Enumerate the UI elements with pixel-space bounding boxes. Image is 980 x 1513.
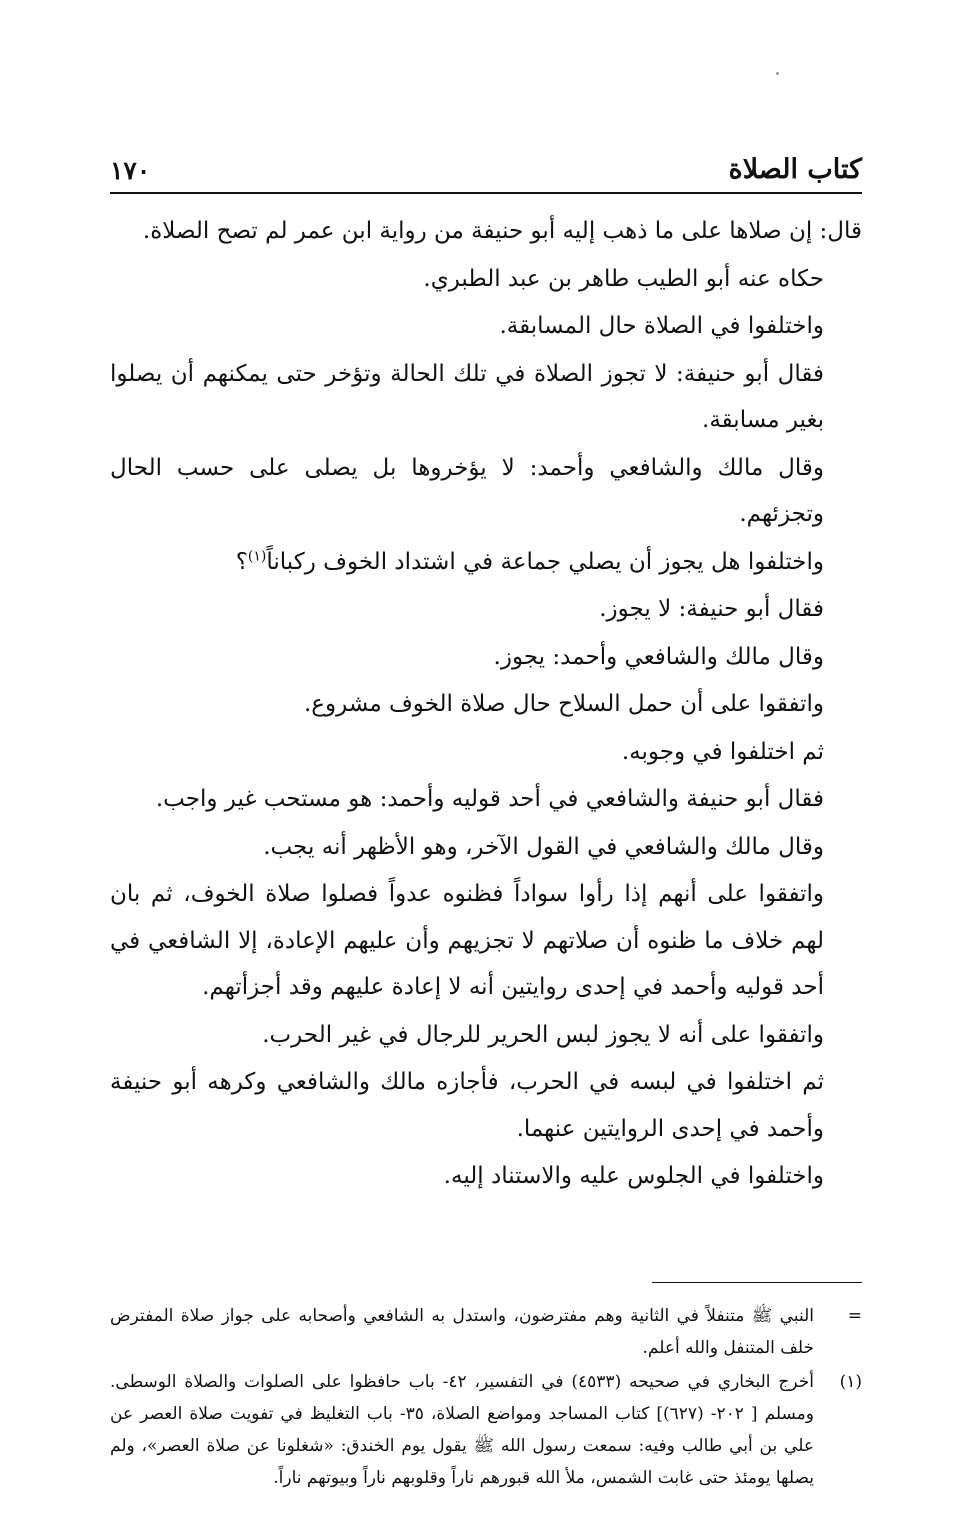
chapter-title: كتاب الصلاة [728, 154, 862, 185]
paragraph-text: وقال مالك والشافعي وأحمد: لا يؤخروها بل يصلى على حسب الحال وتجزئهم. [110, 454, 824, 527]
paragraph [110, 539, 862, 586]
book-page [110, 150, 862, 1488]
paragraph-text: واتفقوا على أنهم إذا رأوا سواداً فظنوه عدواً فصلوا صلاة الخوف، ثم بان لهم خلاف ما ظنوه أن صلاتهم لا تجزيهم وأن عليهم الإعادة، إلا الشافعي في أحد قوليه وأحمد في إحدى روايتين أنه لا إعادة عليهم وقد أجزأتهم. [110, 881, 824, 1000]
paragraph [110, 256, 862, 303]
paragraph-text: وقال مالك والشافعي في القول الآخر، وهو الأظهر أنه يجب. [263, 833, 824, 860]
footnote-separator [652, 1282, 862, 1283]
paragraph-text: واختلفوا في الجلوس عليه والاستناد إليه. [443, 1163, 824, 1189]
paragraph-text: فقال أبو حنيفة والشافعي في أحد قوليه وأحمد: هو مستحب غير واجب. [155, 786, 824, 812]
paragraph-text: واختلفوا في الصلاة حال المسابقة. [499, 313, 824, 339]
paragraph-text: قال: إن صلاها على ما ذهب إليه أبو حنيفة من رواية ابن عمر لم تصح الصلاة. [142, 218, 862, 244]
paragraph [110, 586, 862, 633]
paragraph [110, 871, 862, 1011]
paragraph [110, 824, 862, 871]
paragraph-punctuation: ؟ [235, 548, 248, 575]
footnote-text: النبي ﷺ متنفلاً في الثانية وهم مفترضون، واستدل به الشافعي وأصحابه على جواز صلاة المفترض خلف المتنفل والله أعلم. [110, 1306, 814, 1358]
main-text [110, 208, 862, 1200]
paragraph [110, 303, 862, 350]
footnote [110, 1366, 862, 1494]
paragraph [110, 729, 862, 776]
footnote-marker: (١) [839, 1372, 862, 1392]
paragraph [110, 681, 862, 728]
scan-speck [776, 72, 779, 75]
footnote-text: أخرج البخاري في صحيحه (٤٥٣٣) في التفسير، ٤٢- باب حافظوا على الصلوات والصلاة الوسطى. ومسلم [ ٢٠٢- (٦٢٧)] كتاب المساجد ومواضع الصلاة، ٣٥- باب التغليظ في تفويت صلاة العصر عن علي بن أبي طالب وفيه: سمعت رسول الله ﷺ يقول يوم الخندق: «شغلونا عن صلاة العصر»، ولم يصلها يومئذ حتى غابت الشمس، ملأ الله قبورهم ناراً وقلوبهم ناراً وبيوتهم ناراً. [110, 1372, 814, 1488]
paragraph-text: ثم اختلفوا في لبسه في الحرب، فأجازه مالك والشافعي وكرهه أبو حنيفة وأحمد في إحدى الروايتين عنهما. [110, 1069, 824, 1142]
paragraph [110, 776, 862, 823]
paragraph [110, 634, 862, 681]
footnote-marker: = [847, 1306, 862, 1326]
paragraph [110, 1153, 862, 1200]
paragraph-text: واختلفوا هل يجوز أن يصلي جماعة في اشتداد الخوف ركباناً [266, 548, 824, 575]
paragraph [110, 1012, 862, 1059]
paragraph-text: فقال أبو حنيفة: لا تجوز الصلاة في تلك الحالة وتؤخر حتى يمكنهم أن يصلوا بغير مسابقة. [110, 360, 824, 433]
footnote-reference[interactable]: (١) [247, 547, 267, 564]
paragraph [110, 208, 862, 255]
paragraph-text: وقال مالك والشافعي وأحمد: يجوز. [493, 643, 824, 670]
paragraph-text: واتفقوا على أن حمل السلاح حال صلاة الخوف مشروع. [303, 691, 824, 717]
paragraph [110, 351, 862, 444]
running-header [110, 150, 862, 194]
footnote [110, 1300, 862, 1364]
paragraph [110, 445, 862, 538]
paragraph-text: حكاه عنه أبو الطيب طاهر بن عبد الطبري. [423, 265, 824, 292]
paragraph-text: واتفقوا على أنه لا يجوز لبس الحرير للرجال في غير الحرب. [262, 1021, 824, 1048]
page-number: ١٧٠ [110, 156, 151, 185]
footnotes-section [110, 1300, 862, 1496]
paragraph [110, 1059, 862, 1152]
paragraph-text: فقال أبو حنيفة: لا يجوز. [599, 596, 824, 622]
paragraph-text: ثم اختلفوا في وجوبه. [621, 738, 824, 765]
